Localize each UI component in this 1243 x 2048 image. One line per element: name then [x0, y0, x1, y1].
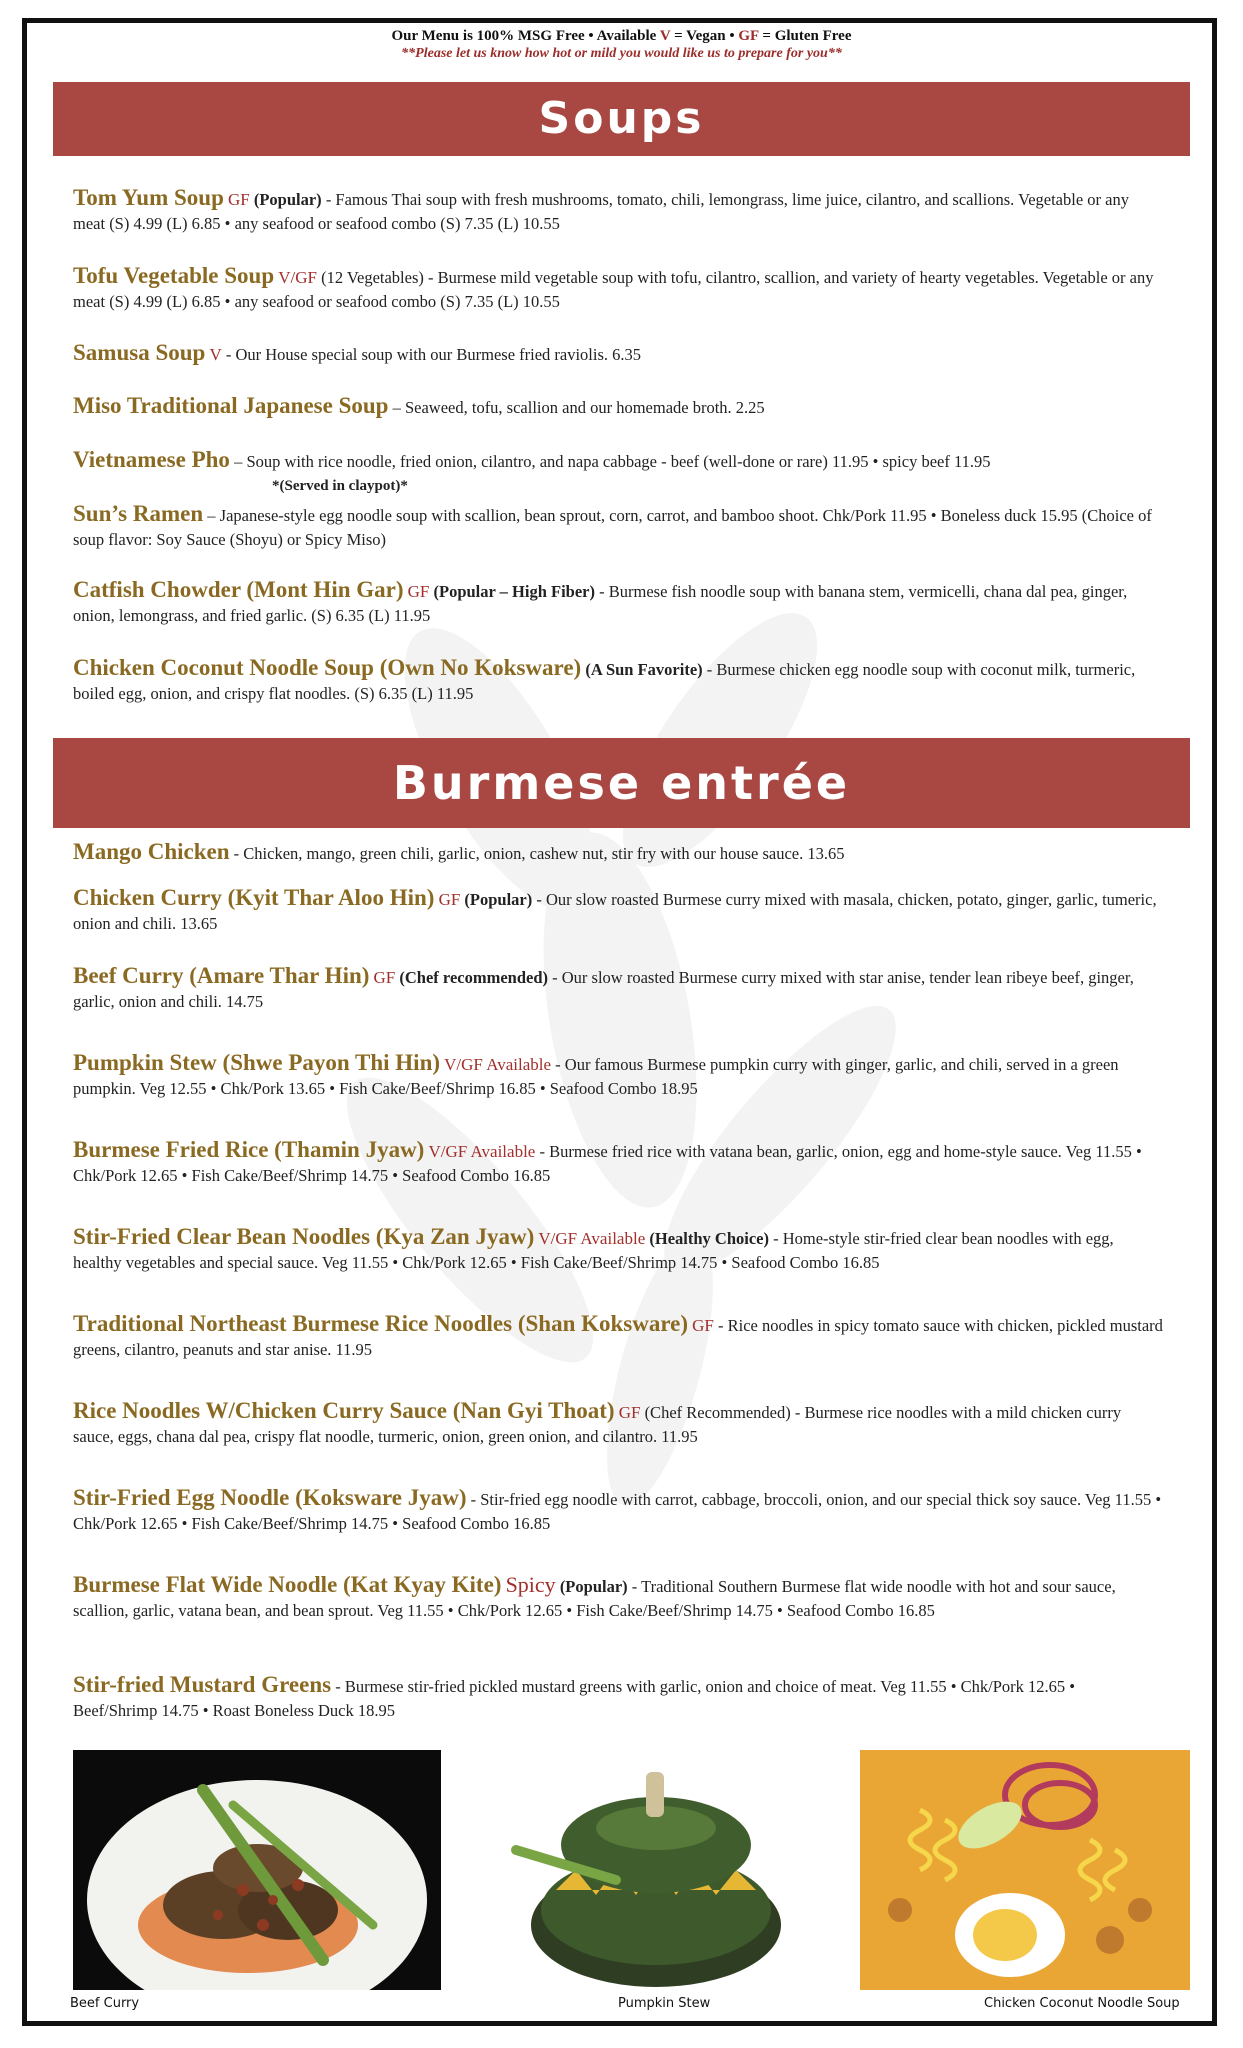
- menu-item: [73, 1673, 1163, 1723]
- menu-item: [73, 502, 1163, 552]
- item-name: Mango Chicken: [73, 839, 230, 864]
- item-name: Stir-Fried Clear Bean Noodles (Kya Zan Jyaw): [73, 1224, 535, 1249]
- item-description: - Burmese rice noodles with a mild chicken curry sauce, eggs, chana dal pea, crispy flat noodle, turmeric, onion, green onion, and cilantro. 11.95: [73, 1403, 1122, 1446]
- item-name: Beef Curry (Amare Thar Hin): [73, 963, 370, 988]
- menu-item: [73, 578, 1163, 628]
- item-note: (12 Vegetables): [321, 268, 424, 287]
- item-description: - Our slow roasted Burmese curry mixed with masala, chicken, potato, ginger, garlic, tumeric, onion and chili. 13.65: [73, 890, 1157, 933]
- item-name: Burmese Flat Wide Noodle (Kat Kyay Kite): [73, 1572, 502, 1597]
- menu-item: [73, 1312, 1163, 1362]
- menu-item: [73, 964, 1163, 1014]
- item-tag: V/GF: [278, 268, 317, 287]
- item-name: Vietnamese Pho: [73, 447, 230, 472]
- item-name: Stir-Fried Egg Noodle (Koksware Jyaw): [73, 1485, 467, 1510]
- item-description: - Traditional Southern Burmese flat wide noodle with hot and sour sauce, scallion, garlic, vatana bean, and bean sprout. Veg 11.55 • Chk/Pork 12.65 • Fish Cake/Beef/Shrimp 14.75 • Seafood Combo 16.85: [73, 1577, 1116, 1620]
- photo-caption: Chicken Coconut Noodle Soup: [984, 1996, 1180, 2011]
- item-note: (A Sun Favorite): [585, 660, 703, 679]
- item-name: Miso Traditional Japanese Soup: [73, 393, 389, 418]
- item-description: – Japanese-style egg noodle soup with scallion, bean sprout, corn, carrot, and bamboo shoot. Chk/Pork 11.95 • Boneless duck 15.95 (Choice of soup flavor: Soy Sauce (Shoyu) or Spicy Miso): [73, 506, 1152, 549]
- item-name: Chicken Coconut Noodle Soup (Own No Koksware): [73, 655, 582, 680]
- item-tag: GF: [407, 582, 430, 601]
- menu-item: [73, 840, 1163, 866]
- menu-item: [73, 1138, 1163, 1188]
- menu-notice: [0, 28, 1243, 62]
- item-description: - Stir-fried egg noodle with carrot, cabbage, broccoli, onion, and our special thick soy sauce. Veg 11.55 • Chk/Pork 12.65 • Fish Cake/Beef/Shrimp 14.75 • Seafood Combo 16.85: [73, 1490, 1162, 1533]
- item-tag: GF: [692, 1316, 714, 1335]
- item-note: (Popular): [559, 1577, 628, 1596]
- photo-caption: Pumpkin Stew: [618, 1996, 711, 2011]
- item-tag: GF: [618, 1403, 641, 1422]
- menu-item: [73, 1573, 1163, 1623]
- legend-text: = Gluten Free: [758, 28, 852, 44]
- item-note: (Popular): [253, 190, 322, 209]
- pumpkin-stew-photo: [496, 1750, 806, 1990]
- item-name: Samusa Soup: [73, 340, 206, 365]
- item-description: - Burmese chicken egg noodle soup with coconut milk, turmeric, boiled egg, onion, and crispy flat noodles. (S) 6.35 (L) 11.95: [73, 660, 1136, 703]
- item-description: - Burmese fried rice with vatana bean, garlic, onion, egg and home-style sauce. Veg 11.55 • Chk/Pork 12.65 • Fish Cake/Beef/Shrimp 14.75 • Seafood Combo 16.85: [73, 1142, 1142, 1185]
- item-note: (Chef recommended): [399, 968, 549, 987]
- burmese-entree-banner: Burmese entrée: [53, 738, 1190, 828]
- item-description: - Burmese mild vegetable soup with tofu, cilantro, scallion, and variety of hearty vegetables. Vegetable or any meat (S) 4.99 (L) 6.85 • any seafood or seafood combo (S) 7.35 (L) 10.55: [73, 268, 1154, 311]
- item-description: - Burmese stir-fried pickled mustard greens with garlic, onion and choice of meat. Veg 11.55 • Chk/Pork 12.65 • Beef/Shrimp 14.75 • Roast Boneless Duck 18.95: [73, 1677, 1076, 1720]
- item-description: - Burmese fish noodle soup with banana stem, vermicelli, chana dal pea, ginger, onion, lemongrass, and fried garlic. (S) 6.35 (L) 11.95: [73, 582, 1128, 625]
- item-tag: GF: [438, 890, 461, 909]
- item-description: - Chicken, mango, green chili, garlic, onion, cashew nut, stir fry with our house sauce. 13.65: [229, 844, 845, 863]
- item-tag: V/GF Available: [444, 1055, 552, 1074]
- menu-item: [73, 186, 1163, 236]
- item-note: (Chef Recommended): [644, 1403, 791, 1422]
- item-name: Tom Yum Soup: [73, 185, 224, 210]
- item-name: Pumpkin Stew (Shwe Payon Thi Hin): [73, 1050, 441, 1075]
- item-name: Catfish Chowder (Mont Hin Gar): [73, 577, 404, 602]
- menu-item: [73, 448, 1163, 474]
- item-name: Burmese Fried Rice (Thamin Jyaw): [73, 1137, 425, 1162]
- item-name: Stir-fried Mustard Greens: [73, 1672, 332, 1697]
- item-name: Chicken Curry (Kyit Thar Aloo Hin): [73, 885, 435, 910]
- item-description: - Our famous Burmese pumpkin curry with ginger, garlic, and chili, served in a green pumpkin. Veg 12.55 • Chk/Pork 13.65 • Fish Cake/Beef/Shrimp 16.85 • Seafood Combo 18.95: [73, 1055, 1119, 1098]
- item-tag: V/GF Available: [428, 1142, 536, 1161]
- menu-item: [73, 1225, 1163, 1275]
- item-tag: GF: [373, 968, 396, 987]
- item-description: - Famous Thai soup with fresh mushrooms, tomato, chili, lemongrass, lime juice, cilantro, and scallions. Vegetable or any meat (S) 4.99 (L) 6.85 • any seafood or seafood combo (S) 7.35 (L) 10.55: [73, 190, 1129, 233]
- item-tag: V: [209, 345, 222, 364]
- item-name: Rice Noodles W/Chicken Curry Sauce (Nan Gyi Thoat): [73, 1398, 615, 1423]
- item-tag: Spicy: [505, 1572, 556, 1597]
- menu-item: [73, 1051, 1163, 1101]
- legend-text: Our Menu is 100% MSG Free • Available: [391, 28, 660, 44]
- item-name: Traditional Northeast Burmese Rice Noodles (Shan Koksware): [73, 1311, 689, 1336]
- menu-item: [73, 264, 1163, 314]
- menu-item: [73, 886, 1163, 936]
- item-tag: V/GF Available: [538, 1229, 646, 1248]
- dietary-legend: [0, 28, 1243, 45]
- gluten-free-tag: GF: [738, 28, 759, 44]
- item-tag: GF: [227, 190, 250, 209]
- legend-text: = Vegan •: [670, 28, 739, 44]
- item-description: - Our House special soup with our Burmese fried raviolis. 6.35: [221, 345, 642, 364]
- vegan-tag: V: [659, 28, 671, 44]
- served-in-claypot-note: *(Served in claypot)*: [272, 478, 408, 494]
- spice-level-notice: **Please let us know how hot or mild you would like us to prepare for you**: [401, 46, 842, 61]
- item-description: – Soup with rice noodle, fried onion, cilantro, and napa cabbage - beef (well-done or rare) 11.95 • spicy beef 11.95: [229, 452, 991, 471]
- menu-item: [73, 656, 1163, 706]
- item-note: (Healthy Choice): [649, 1229, 769, 1248]
- item-description: – Seaweed, tofu, scallion and our homemade broth. 2.25: [388, 398, 765, 417]
- item-description: - Our slow roasted Burmese curry mixed with star anise, tender lean ribeye beef, ginger, garlic, onion and chili. 14.75: [73, 968, 1134, 1011]
- soups-banner: Soups: [53, 82, 1190, 156]
- item-description: - Rice noodles in spicy tomato sauce with chicken, pickled mustard greens, cilantro, peanuts and star anise. 11.95: [73, 1316, 1163, 1359]
- menu-item: [73, 1399, 1163, 1449]
- menu-item: [73, 341, 1163, 367]
- menu-item: [73, 394, 1163, 420]
- item-name: Tofu Vegetable Soup: [73, 263, 275, 288]
- chicken-coconut-noodle-soup-photo: [860, 1750, 1190, 1990]
- item-note: (Popular): [464, 890, 533, 909]
- photo-caption: Beef Curry: [70, 1996, 140, 2011]
- item-note: (Popular – High Fiber): [433, 582, 595, 601]
- item-description: - Home-style stir-fried clear bean noodles with egg, healthy vegetables and special sauce. Veg 11.55 • Chk/Pork 12.65 • Fish Cake/Beef/Shrimp 14.75 • Seafood Combo 16.85: [73, 1229, 1114, 1272]
- beef-curry-photo: [73, 1750, 441, 1990]
- menu-item: [73, 1486, 1163, 1536]
- item-name: Sun’s Ramen: [73, 501, 204, 526]
